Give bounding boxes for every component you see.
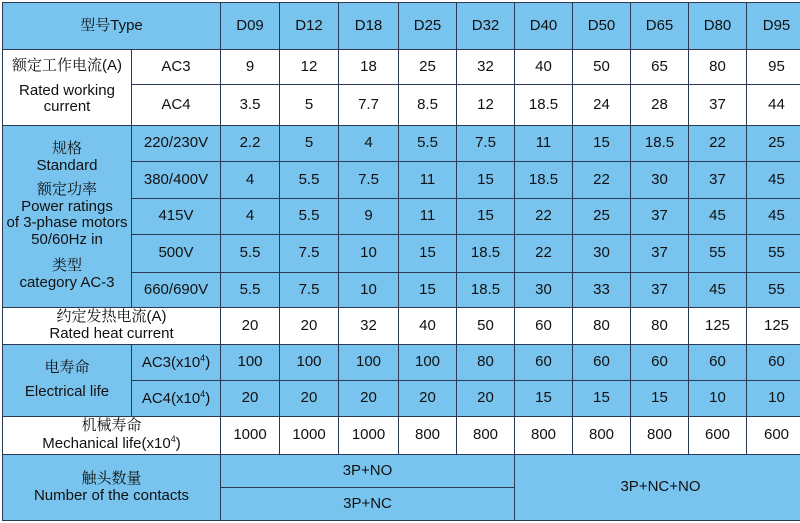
model-header: D25 xyxy=(399,3,457,50)
value-cell: 5.5 xyxy=(399,125,457,161)
contacts-label-en: Number of the contacts xyxy=(33,486,190,504)
sub-prefix: AC3(x10 xyxy=(141,353,201,371)
model-header: D12 xyxy=(280,3,339,50)
model-header: D80 xyxy=(689,3,747,50)
value-cell: 50 xyxy=(457,308,515,344)
value-cell: 32 xyxy=(457,49,515,84)
value-cell: 40 xyxy=(399,308,457,344)
value-cell: 80 xyxy=(457,344,515,380)
value-cell: 95 xyxy=(747,49,800,84)
value-cell: 18.5 xyxy=(457,272,515,307)
electrical-life-row xyxy=(3,344,800,380)
value-cell: 37 xyxy=(631,272,689,307)
power-label-en-3: 50/60Hz in xyxy=(31,230,103,248)
value-cell: 60 xyxy=(515,308,573,344)
row-sub-label: 380/400V xyxy=(132,162,221,198)
value-cell: 60 xyxy=(631,344,689,380)
value-cell: 125 xyxy=(747,308,800,344)
value-cell: 2.2 xyxy=(221,125,280,161)
value-cell: 28 xyxy=(631,85,689,126)
value-cell: 5.5 xyxy=(221,235,280,273)
value-cell: 15 xyxy=(399,272,457,307)
contacts-3p-nc-no: 3P+NC+NO xyxy=(515,455,800,521)
value-cell: 55 xyxy=(689,235,747,273)
value-cell: 9 xyxy=(221,49,280,84)
value-cell: 15 xyxy=(631,381,689,416)
value-cell: 18.5 xyxy=(515,162,573,198)
heat-current-label xyxy=(3,308,221,344)
value-cell: 15 xyxy=(573,381,631,416)
standard-label-en: Standard xyxy=(36,156,98,174)
value-cell: 37 xyxy=(631,198,689,234)
value-cell: 30 xyxy=(631,162,689,198)
value-cell: 22 xyxy=(515,235,573,273)
model-header: D18 xyxy=(339,3,399,50)
row-sub-label: AC4 xyxy=(132,85,221,126)
value-cell: 5 xyxy=(280,125,339,161)
value-cell: 80 xyxy=(573,308,631,344)
sub-exponent: 4 xyxy=(200,352,206,363)
value-cell: 60 xyxy=(515,344,573,380)
model-header: D50 xyxy=(573,3,631,50)
value-cell: 20 xyxy=(339,381,399,416)
heat-current-row xyxy=(3,308,800,344)
power-label-en-1: Power ratings xyxy=(21,197,113,215)
value-cell: 80 xyxy=(689,49,747,84)
value-cell: 15 xyxy=(457,198,515,234)
value-cell: 7.7 xyxy=(339,85,399,126)
value-cell: 45 xyxy=(747,162,800,198)
value-cell: 37 xyxy=(631,235,689,273)
power-label-en-2: of 3-phase motors xyxy=(6,214,128,232)
model-header: D95 xyxy=(747,3,800,50)
value-cell: 10 xyxy=(689,381,747,416)
value-cell: 15 xyxy=(515,381,573,416)
contacts-label xyxy=(3,455,221,521)
mechanical-life-label-en-exp: 4 xyxy=(170,433,176,444)
value-cell: 1000 xyxy=(221,416,280,455)
type-header-cell: 型号Type xyxy=(3,3,221,50)
value-cell: 9 xyxy=(339,198,399,234)
value-cell: 5.5 xyxy=(280,162,339,198)
value-cell: 8.5 xyxy=(399,85,457,126)
rated-current-label-zh: 额定工作电流(A) xyxy=(12,57,122,75)
value-cell: 60 xyxy=(573,344,631,380)
value-cell: 12 xyxy=(280,49,339,84)
value-cell: 800 xyxy=(457,416,515,455)
value-cell: 1000 xyxy=(339,416,399,455)
value-cell: 37 xyxy=(689,162,747,198)
value-cell: 5.5 xyxy=(280,198,339,234)
value-cell: 7.5 xyxy=(280,235,339,273)
model-header: D09 xyxy=(221,3,280,50)
sub-suffix: ) xyxy=(205,353,211,371)
value-cell: 800 xyxy=(515,416,573,455)
value-cell: 4 xyxy=(221,198,280,234)
rated-current-label-en-2: current xyxy=(43,98,91,116)
model-header: D65 xyxy=(631,3,689,50)
value-cell: 18.5 xyxy=(515,85,573,126)
value-cell: 65 xyxy=(631,49,689,84)
value-cell: 18.5 xyxy=(631,125,689,161)
value-cell: 20 xyxy=(221,308,280,344)
value-cell: 15 xyxy=(399,235,457,273)
value-cell: 22 xyxy=(515,198,573,234)
category-label-zh: 类型 xyxy=(51,257,82,275)
value-cell: 50 xyxy=(573,49,631,84)
value-cell: 25 xyxy=(573,198,631,234)
value-cell: 32 xyxy=(339,308,399,344)
value-cell: 24 xyxy=(573,85,631,126)
value-cell: 12 xyxy=(457,85,515,126)
value-cell: 10 xyxy=(339,272,399,307)
category-label-en: category AC-3 xyxy=(19,273,115,291)
value-cell: 4 xyxy=(339,125,399,161)
sub-exponent: 4 xyxy=(200,388,206,399)
value-cell: 10 xyxy=(747,381,800,416)
row-sub-label: 660/690V xyxy=(132,272,221,307)
value-cell: 20 xyxy=(457,381,515,416)
row-sub-label: 415V xyxy=(132,198,221,234)
value-cell: 11 xyxy=(515,125,573,161)
value-cell: 25 xyxy=(399,49,457,84)
value-cell: 37 xyxy=(689,85,747,126)
value-cell: 100 xyxy=(399,344,457,380)
value-cell: 22 xyxy=(689,125,747,161)
value-cell: 30 xyxy=(515,272,573,307)
rated-current-label xyxy=(3,49,132,125)
value-cell: 20 xyxy=(221,381,280,416)
value-cell: 800 xyxy=(399,416,457,455)
electrical-life-label-zh: 电寿命 xyxy=(44,358,90,376)
sub-suffix: ) xyxy=(205,389,211,407)
power-label-zh: 额定功率 xyxy=(36,181,97,199)
value-cell: 7.5 xyxy=(280,272,339,307)
value-cell: 55 xyxy=(747,235,800,273)
electrical-life-label xyxy=(3,344,132,416)
value-cell: 60 xyxy=(747,344,800,380)
value-cell: 30 xyxy=(573,235,631,273)
value-cell: 5.5 xyxy=(221,272,280,307)
mechanical-life-label-en xyxy=(3,435,220,453)
contacts-label-zh: 触头数量 xyxy=(81,470,142,487)
rated-current-row xyxy=(3,49,800,84)
value-cell: 15 xyxy=(457,162,515,198)
model-header: D40 xyxy=(515,3,573,50)
value-cell: 20 xyxy=(280,381,339,416)
mechanical-life-row xyxy=(3,416,800,455)
row-sub-label: 500V xyxy=(132,235,221,273)
header-row xyxy=(3,3,800,50)
rated-current-label-en-1: Rated working xyxy=(19,81,115,99)
row-sub-label xyxy=(132,381,221,416)
value-cell: 7.5 xyxy=(457,125,515,161)
value-cell: 60 xyxy=(689,344,747,380)
value-cell: 15 xyxy=(573,125,631,161)
value-cell: 18.5 xyxy=(457,235,515,273)
value-cell: 800 xyxy=(631,416,689,455)
row-sub-label xyxy=(132,344,221,380)
value-cell: 10 xyxy=(339,235,399,273)
value-cell: 44 xyxy=(747,85,800,126)
power-ratings-label xyxy=(3,125,132,307)
value-cell: 800 xyxy=(573,416,631,455)
value-cell: 125 xyxy=(689,308,747,344)
sub-prefix: AC4(x10 xyxy=(141,389,201,407)
value-cell: 80 xyxy=(631,308,689,344)
value-cell: 100 xyxy=(339,344,399,380)
value-cell: 40 xyxy=(515,49,573,84)
contacts-3p-no: 3P+NO xyxy=(221,455,515,488)
value-cell: 18 xyxy=(339,49,399,84)
power-rating-row xyxy=(3,125,800,161)
mechanical-life-label xyxy=(3,416,221,455)
value-cell: 1000 xyxy=(280,416,339,455)
value-cell: 5 xyxy=(280,85,339,126)
value-cell: 25 xyxy=(747,125,800,161)
value-cell: 100 xyxy=(280,344,339,380)
row-sub-label: 220/230V xyxy=(132,125,221,161)
value-cell: 20 xyxy=(399,381,457,416)
value-cell: 45 xyxy=(747,198,800,234)
value-cell: 600 xyxy=(747,416,800,455)
model-header: D32 xyxy=(457,3,515,50)
value-cell: 7.5 xyxy=(339,162,399,198)
value-cell: 600 xyxy=(689,416,747,455)
row-sub-label: AC3 xyxy=(132,49,221,84)
value-cell: 45 xyxy=(689,272,747,307)
value-cell: 22 xyxy=(573,162,631,198)
contactor-spec-table xyxy=(2,2,800,521)
contacts-row xyxy=(3,455,800,488)
value-cell: 55 xyxy=(747,272,800,307)
contacts-3p-nc: 3P+NC xyxy=(221,488,515,521)
electrical-life-label-en: Electrical life xyxy=(24,383,110,401)
value-cell: 33 xyxy=(573,272,631,307)
value-cell: 20 xyxy=(280,308,339,344)
mechanical-life-label-zh: 机械寿命 xyxy=(81,417,142,435)
value-cell: 100 xyxy=(221,344,280,380)
heat-current-label-en: Rated heat current xyxy=(49,324,174,342)
mechanical-life-label-en-prefix: Mechanical life(x10 xyxy=(42,434,171,452)
value-cell: 45 xyxy=(689,198,747,234)
value-cell: 4 xyxy=(221,162,280,198)
heat-current-label-zh: 约定发热电流(A) xyxy=(56,308,167,326)
mechanical-life-label-en-suffix: ) xyxy=(175,434,181,452)
value-cell: 11 xyxy=(399,162,457,198)
standard-label-zh: 规格 xyxy=(51,140,82,158)
value-cell: 3.5 xyxy=(221,85,280,126)
value-cell: 11 xyxy=(399,198,457,234)
